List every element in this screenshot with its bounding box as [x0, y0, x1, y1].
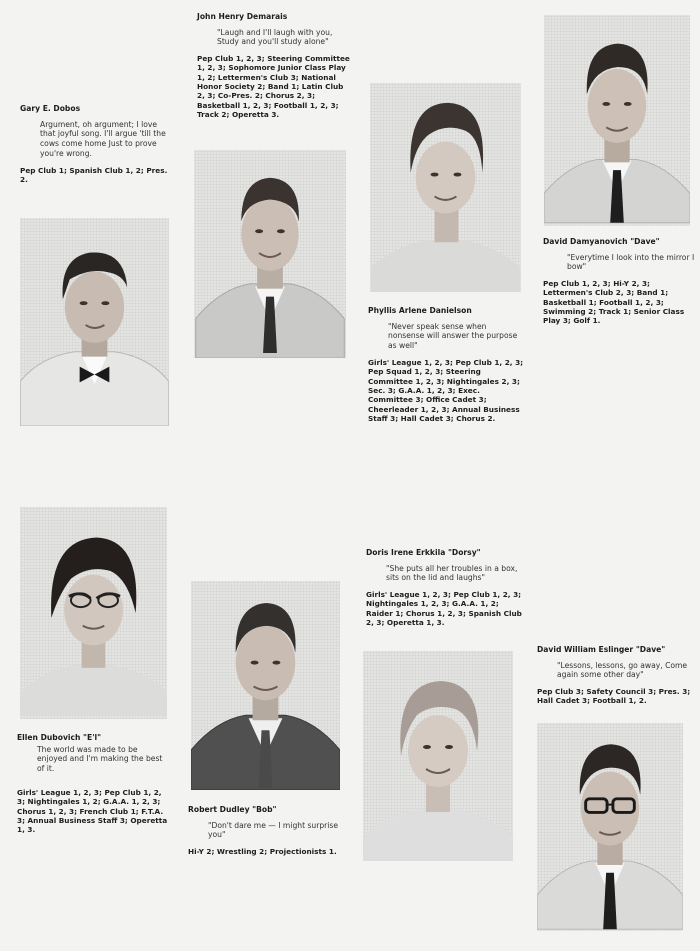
senior-entry-david-eslinger — [537, 645, 694, 706]
senior-name: Doris Irene Erkkila "Dorsy" — [366, 548, 481, 557]
senior-name: John Henry Demarais — [197, 12, 288, 21]
senior-entry-david-damyanovich — [543, 237, 695, 326]
senior-quote: "Everytime I look into the mirror I bow" — [567, 252, 695, 272]
senior-activities: Pep Club 1, 2, 3; Steering Committee 1, 2, 3; Sophomore Junior Class Play 1, 2; Lettermen's Club 3; National Honor Society 2; Band 1; Latin Club 2, 3; Co-Pres. 2; Chorus 2, 3; Basketball 1, 2, 3; Football 1, 2, 3; Track 2; Operetta 3. — [197, 54, 350, 120]
senior-activities: Pep Club 3; Safety Council 3; Pres. 3; Hall Cadet 3; Football 1, 2. — [537, 687, 691, 706]
senior-quote: "Lessons, lessons, go away, Come again some other day" — [557, 660, 688, 680]
senior-name: David William Eslinger "Dave" — [537, 645, 666, 654]
senior-entry-ellen-dubovich — [17, 733, 170, 835]
senior-activities: Pep Club 1, 2, 3; Hi-Y 2, 3; Lettermen's Club 2, 3; Band 1; Basketball 1; Football 1, 2, 3; Swimming 2; Track 1; Senior Class Play 3; Golf 1. — [543, 279, 685, 326]
senior-entry-robert-dudley — [188, 805, 344, 856]
portrait-robert-dudley — [191, 581, 340, 790]
senior-name: Robert Dudley "Bob" — [188, 805, 277, 814]
senior-quote: The world was made to be enjoyed and I'm making the best of it. — [37, 744, 163, 774]
senior-name: Phyllis Arlene Danielson — [368, 306, 472, 315]
senior-activities: Pep Club 1; Spanish Club 1, 2; Pres. 2. — [20, 165, 168, 184]
portrait-david-damyanovich — [544, 15, 690, 226]
senior-entry-phyllis-danielson — [368, 306, 524, 423]
senior-quote: "She puts all her troubles in a box, sits on the lid and laughs" — [386, 563, 518, 583]
portrait-phyllis-danielson — [370, 83, 521, 292]
portrait-doris-erkkila — [363, 651, 513, 861]
portrait-gary-dobos — [20, 218, 169, 426]
portrait-john-demarais — [194, 150, 346, 358]
senior-entry-john-demarais — [197, 12, 350, 119]
senior-name: Gary E. Dobos — [20, 104, 81, 113]
senior-quote: "Don't dare me — I might surprise you" — [208, 820, 339, 840]
senior-quote: "Laugh and I'll laugh with you, Study and you'll study alone" — [217, 27, 333, 47]
senior-activities: Girls' League 1, 2, 3; Pep Club 1, 2, 3; Pep Squad 1, 2, 3; Steering Committee 1, 2, 3; Nightingales 2, 3; Sec. 3; G.A.A. 1, 2, 3; Exec. Committee 3; Office Cadet 3; Cheerleader 1, 2, 3; Annual Business Staff 3; Hall Cadet 3; Chorus 2. — [368, 357, 524, 423]
senior-entry-doris-erkkila — [366, 548, 523, 627]
senior-activities: Girls' League 1, 2, 3; Pep Club 1, 2, 3; Nightingales 1, 2, 3; G.A.A. 1, 2; Raider 1; Chorus 1, 2, 3; Spanish Club 2, 3; Operetta 1, 3. — [366, 590, 522, 628]
senior-quote: "Never speak sense when nonsense will answer the purpose as well" — [388, 321, 518, 351]
senior-quote: Argument, oh argument; I love that joyful song. I'll argue 'till the cows come home Just to prove you're wrong. — [40, 119, 166, 158]
senior-name: David Damyanovich "Dave" — [543, 237, 660, 246]
senior-entry-gary-dobos — [20, 104, 172, 184]
portrait-ellen-dubovich — [20, 507, 167, 719]
senior-name: Ellen Dubovich "E'l" — [17, 733, 102, 742]
senior-activities: Girls' League 1, 2, 3; Pep Club 1, 2, 3; Nightingales 1, 2; G.A.A. 1, 2, 3; Chorus 1, 2, 3; French Club 1; F.T.A. 3; Annual Business Staff 3; Operetta 1, 3. — [17, 787, 168, 835]
portrait-david-eslinger — [537, 723, 683, 931]
senior-activities: Hi-Y 2; Wrestling 2; Projectionists 1. — [188, 847, 337, 857]
